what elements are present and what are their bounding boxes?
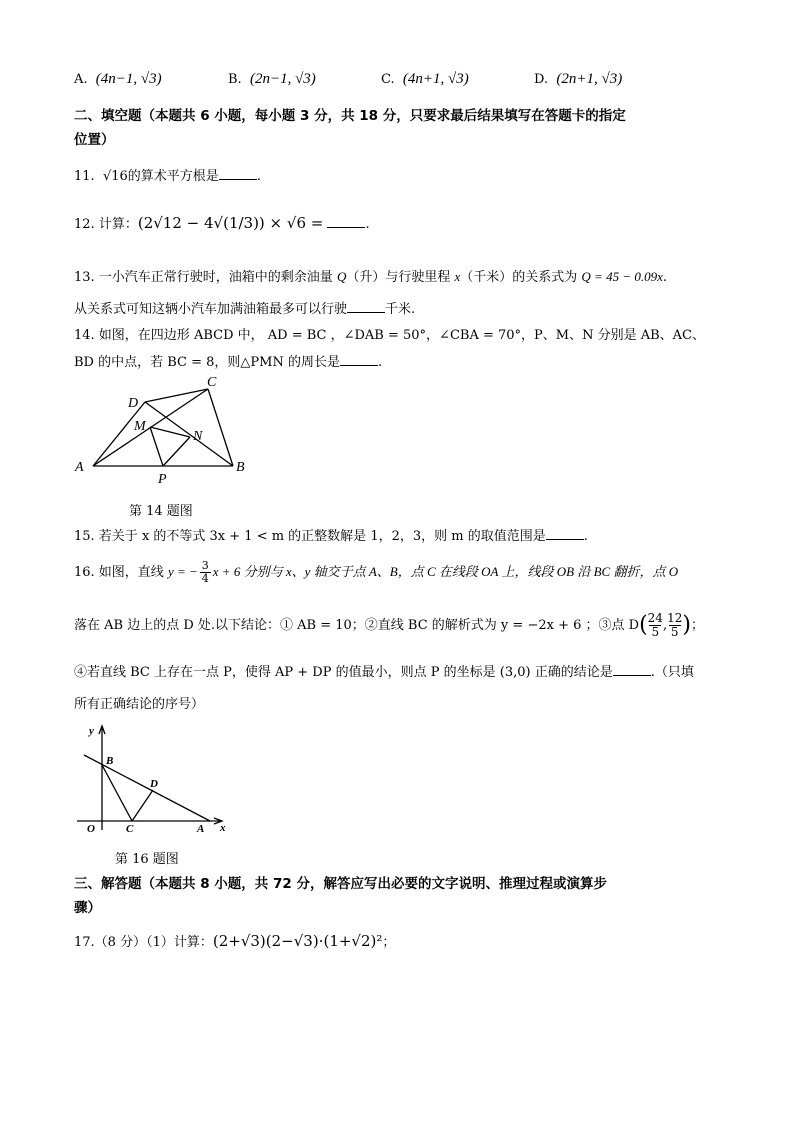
option-d: D. (2n+1, √3) <box>534 71 623 87</box>
segment-MP <box>150 427 163 466</box>
question-16-line2: 落在 AB 边上的点 D 处.以下结论：① AB = 10；②直线 BC 的解析式为 y = −2x + 6 ；③点 D( $\frac{24}{5}$ , $\frac{12}{5}$ )； <box>74 611 704 639</box>
label-o: O <box>87 823 95 835</box>
fraction-12-5: $\frac{12}{5}$ <box>667 611 683 639</box>
question-12: 12. 计算：(2√12 − 4√(1/3)) × √6 = . <box>74 214 370 232</box>
option-c: C. (4n+1, √3) <box>381 71 469 87</box>
question-14-line1: 14. 如图，在四边形 ABCD 中， AD = BC ，∠DAB = 50°，∠CBA = 70°，P、M、N 分别是 AB、AC、 <box>74 328 706 343</box>
label-d: D <box>128 396 139 411</box>
question-17: 17.（8 分）（1）计算：(2+√3)(2−√3)·(1+√2)²； <box>74 932 396 950</box>
label-a: A <box>75 460 84 475</box>
label-c: C <box>207 375 217 390</box>
label-c16: C <box>126 823 134 835</box>
segment-CD <box>132 790 153 821</box>
figure-16 <box>72 720 242 840</box>
question-11: 11. √16的算术平方根是 . <box>74 169 261 184</box>
section2-heading-line2: 位置） <box>74 132 115 148</box>
fraction-24-5: $\frac{24}{5}$ <box>647 611 663 639</box>
segment-NP <box>163 437 190 466</box>
label-p: P <box>158 472 167 485</box>
line-AB <box>84 755 210 821</box>
axis-label-x: x <box>220 822 226 834</box>
question-16-line1: 16. 如图，直线 y = − $\frac{3}{4}$ x + 6 分别与 x、y 轴交于点 A、B，点 C 在线段 OA 上，线段 OB 沿 BC 翻折，点 O <box>74 559 679 585</box>
question-16-line3: ④若直线 BC 上存在一点 P，使得 AP + DP 的值最小，则点 P 的坐标是 (3,0) 正确的结论是 .（只填 <box>74 665 694 680</box>
axis-label-y: y <box>89 725 94 737</box>
option-a: A. (4n−1, √3) <box>74 71 162 87</box>
segment-BC <box>102 765 132 821</box>
figure-14-caption: 第 14 题图 <box>129 504 193 519</box>
fraction-3-4: $\frac{3}{4}$ <box>201 559 209 585</box>
question-13-line1: 13. 一小汽车正常行驶时，油箱中的剩余油量 Q（升）与行驶里程 x（千米）的关系式为 Q = 45 − 0.09x. <box>74 269 667 285</box>
question-14-line2: BD 的中点，若 BC = 8，则△PMN 的周长是 . <box>74 355 383 370</box>
label-n: N <box>193 429 203 444</box>
section2-heading-line1: 二、填空题（本题共 6 小题，每小题 3 分，共 18 分，只要求最后结果填写在答题卡的指定 <box>74 108 626 124</box>
option-b: B. (2n−1, √3) <box>228 71 316 87</box>
label-m: M <box>134 419 146 434</box>
figure-16-caption: 第 16 题图 <box>115 852 179 867</box>
label-d16: D <box>150 778 158 790</box>
label-a16: A <box>197 823 205 835</box>
label-b: B <box>236 460 245 475</box>
question-13-line2: 从关系式可知这辆小汽车加满油箱最多可以行驶 千米. <box>74 302 416 317</box>
section3-heading-line2: 骤） <box>74 900 101 916</box>
segment-DB <box>145 402 233 466</box>
question-15: 15. 若关于 x 的不等式 3x + 1 < m 的正整数解是 1，2，3，则 m 的取值范围是 . <box>74 529 588 544</box>
section3-heading-line1: 三、解答题（本题共 8 小题，共 72 分，解答应写出必要的文字说明、推理过程或演算步 <box>74 876 607 892</box>
question-16-line4: 所有正确结论的序号） <box>74 697 205 712</box>
segment-CB <box>208 389 233 466</box>
label-b16: B <box>106 755 114 767</box>
segment-MN <box>150 427 190 437</box>
segment-AD <box>93 402 145 466</box>
figure-14 <box>70 375 250 485</box>
